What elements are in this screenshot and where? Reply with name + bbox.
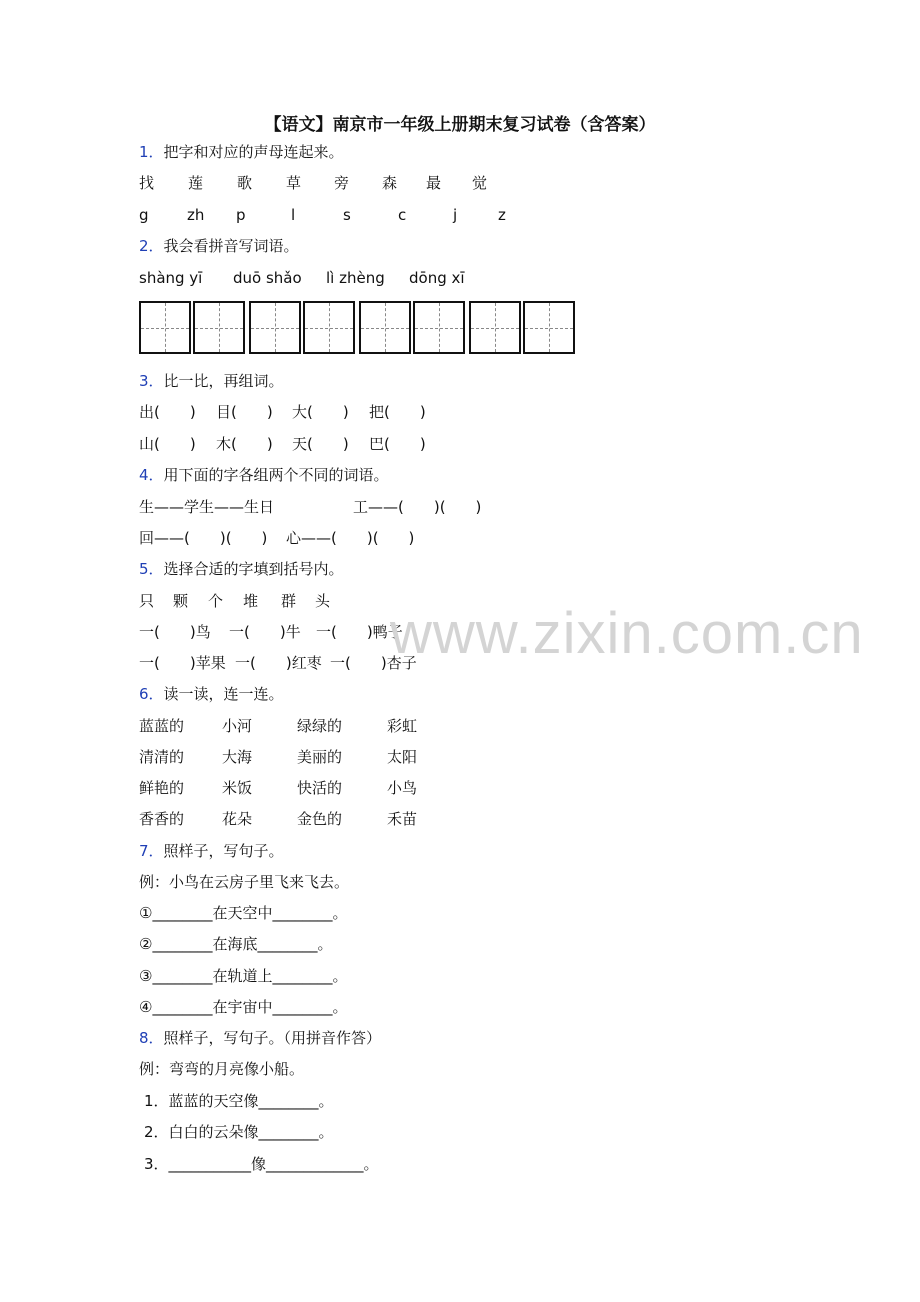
q1-char: 找 [139, 174, 155, 192]
question-number: 6． [139, 685, 164, 703]
measure-item: 一( )鸟 [139, 623, 211, 641]
question-text: 我会看拼音写词语。 [163, 237, 299, 255]
measure-item: 一( )杏子 [330, 654, 417, 672]
match-word: 香香的 [139, 810, 185, 828]
compare-item: 把( ) [369, 403, 426, 421]
q1-initial: l [291, 206, 296, 224]
q1-initial: s [343, 206, 351, 224]
match-word: 花朵 [222, 810, 253, 828]
compare-item: 山( ) [139, 435, 196, 453]
match-word: 绿绿的 [297, 717, 343, 735]
compare-item: 大( ) [292, 403, 349, 421]
q1-initial: c [398, 206, 407, 224]
writing-box[interactable] [359, 301, 411, 354]
writing-box[interactable] [139, 301, 191, 354]
match-word: 小河 [222, 717, 253, 735]
q1-char: 旁 [334, 174, 350, 192]
question-7 [139, 841, 284, 861]
match-word: 清清的 [139, 748, 185, 766]
question-text: 把字和对应的声母连起来。 [163, 143, 344, 161]
word-item: 回——( )( ) [139, 529, 268, 547]
match-word: 禾苗 [387, 810, 418, 828]
match-word: 美丽的 [297, 748, 343, 766]
compare-item: 巴( ) [369, 435, 426, 453]
question-number: 3． [139, 372, 164, 390]
q1-initial: g [139, 206, 149, 224]
question-1 [139, 142, 344, 162]
q1-char: 歌 [237, 174, 253, 192]
question-6 [139, 684, 284, 704]
measure-item: 一( )红枣 [235, 654, 322, 672]
question-number: 7． [139, 842, 164, 860]
watermark: www.zixin.com.cn [390, 601, 864, 666]
word-item: 心——( )( ) [286, 529, 415, 547]
question-text: 照样子，写句子。（用拼音作答） [163, 1029, 382, 1047]
measure-item: 一( )牛 [229, 623, 301, 641]
question-number: 1． [139, 143, 164, 161]
q1-initial: p [236, 206, 246, 224]
question-text: 比一比，再组词。 [163, 372, 284, 390]
writing-box[interactable] [523, 301, 575, 354]
question-text: 读一读，连一连。 [163, 685, 284, 703]
match-word: 大海 [222, 748, 253, 766]
q1-char: 觉 [472, 174, 488, 192]
fill-line: 3．___________像_____________。 [144, 1155, 379, 1173]
fill-line: 2．白白的云朵像________。 [144, 1123, 334, 1141]
option-char: 颗 [173, 592, 189, 610]
word-item: 生——学生——生日 [139, 498, 275, 516]
q1-char: 莲 [188, 174, 204, 192]
option-char: 群 [281, 592, 297, 610]
example-sentence: 例：小鸟在云房子里飞来飞去。 [139, 873, 350, 891]
q1-initial: zh [187, 206, 205, 224]
option-char: 头 [315, 592, 331, 610]
question-8 [139, 1028, 381, 1048]
word-item: 工——( )( ) [353, 498, 482, 516]
q1-char: 森 [382, 174, 398, 192]
question-text: 照样子，写句子。 [163, 842, 284, 860]
match-word: 金色的 [297, 810, 343, 828]
compare-item: 木( ) [216, 435, 273, 453]
fill-line: ②________在海底________。 [139, 935, 333, 953]
page-title: 【语文】南京市一年级上册期末复习试卷（含答案） [264, 115, 656, 135]
match-word: 太阳 [387, 748, 418, 766]
compare-item: 天( ) [292, 435, 349, 453]
pinyin-word: duō shǎo [233, 269, 302, 287]
option-char: 个 [208, 592, 224, 610]
match-word: 小鸟 [387, 779, 418, 797]
question-number: 8． [139, 1029, 164, 1047]
match-word: 蓝蓝的 [139, 717, 185, 735]
pinyin-word: lì zhèng [326, 269, 385, 287]
writing-box[interactable] [193, 301, 245, 354]
question-number: 2． [139, 237, 164, 255]
writing-box[interactable] [469, 301, 521, 354]
pinyin-word: dōng xī [409, 269, 465, 287]
match-word: 鲜艳的 [139, 779, 185, 797]
compare-item: 出( ) [139, 403, 196, 421]
option-char: 堆 [243, 592, 259, 610]
question-3 [139, 371, 284, 391]
fill-line: ④________在宇宙中________。 [139, 998, 348, 1016]
writing-box[interactable] [303, 301, 355, 354]
measure-item: 一( )鸭子 [316, 623, 403, 641]
q1-initial: z [498, 206, 506, 224]
match-word: 米饭 [222, 779, 253, 797]
fill-line: ③________在轨道上________。 [139, 967, 348, 985]
option-char: 只 [139, 592, 155, 610]
fill-line: 1．蓝蓝的天空像________。 [144, 1092, 334, 1110]
match-word: 彩虹 [387, 717, 418, 735]
fill-line: ①________在天空中________。 [139, 904, 348, 922]
question-4 [139, 465, 389, 485]
pinyin-word: shàng yī [139, 269, 203, 287]
compare-item: 目( ) [216, 403, 273, 421]
match-word: 快活的 [297, 779, 343, 797]
question-2 [139, 236, 299, 256]
question-5 [139, 559, 344, 579]
q1-char: 最 [426, 174, 442, 192]
q1-char: 草 [286, 174, 302, 192]
question-text: 选择合适的字填到括号内。 [163, 560, 344, 578]
question-number: 5． [139, 560, 164, 578]
measure-item: 一( )苹果 [139, 654, 226, 672]
q1-initial: j [453, 206, 458, 224]
writing-box[interactable] [413, 301, 465, 354]
question-text: 用下面的字各组两个不同的词语。 [163, 466, 389, 484]
example-sentence: 例：弯弯的月亮像小船。 [139, 1060, 305, 1078]
question-number: 4． [139, 466, 164, 484]
writing-box[interactable] [249, 301, 301, 354]
